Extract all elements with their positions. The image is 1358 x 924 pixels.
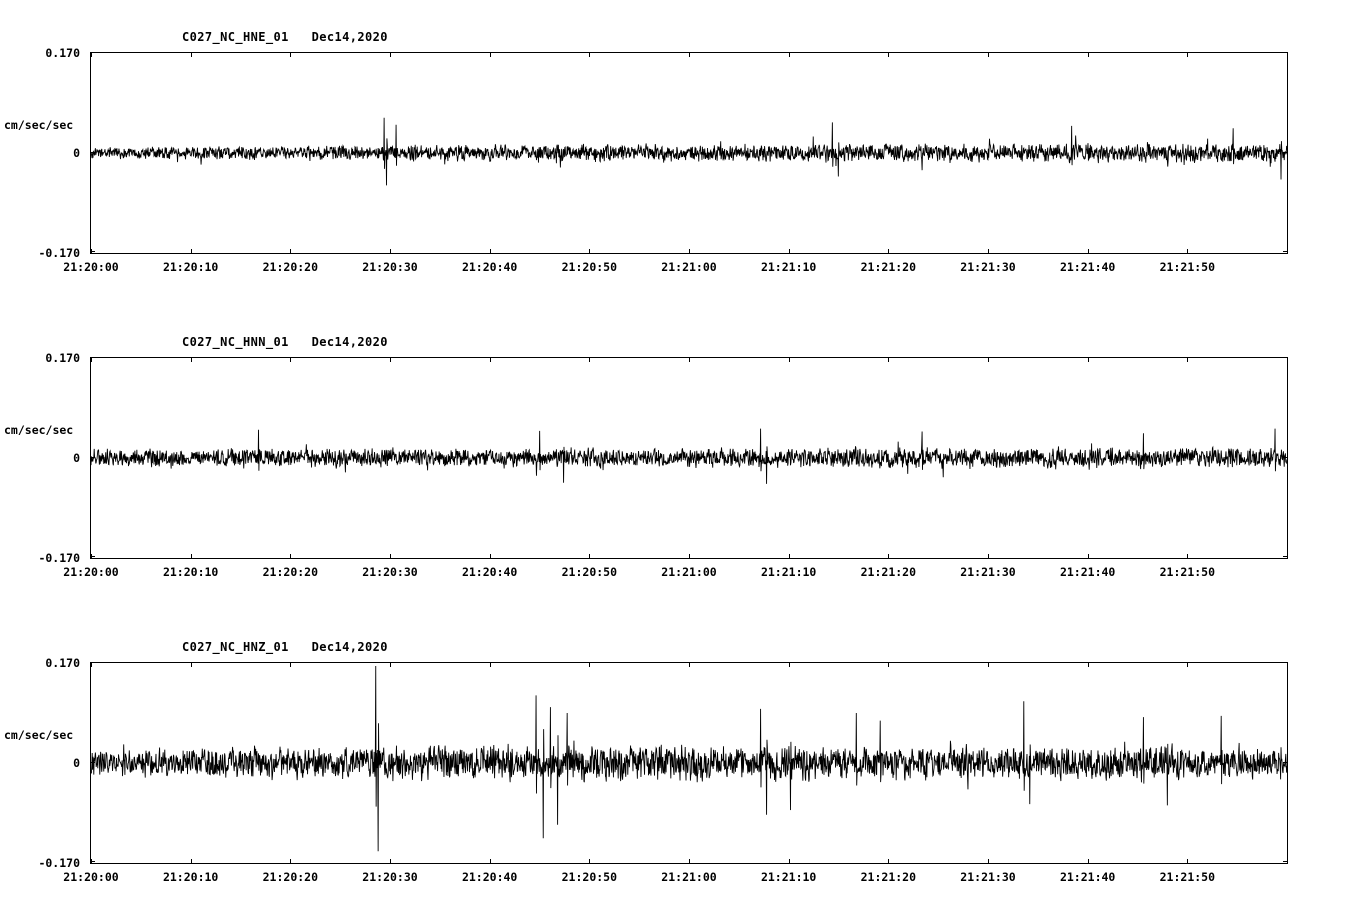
x-tick-label: 21:21:10 <box>760 565 817 579</box>
seismogram-panel <box>0 305 1358 605</box>
plot-area <box>90 52 1288 254</box>
x-tick-label: 21:21:10 <box>760 260 817 274</box>
x-tick-label: 21:20:00 <box>63 260 119 274</box>
y-axis-label: cm/sec/sec <box>4 728 74 742</box>
x-tick-label: 21:20:20 <box>262 870 319 884</box>
waveform-trace <box>91 663 1287 863</box>
y-tick-mid: 0 <box>73 451 80 465</box>
x-tick-label: 21:21:30 <box>960 565 1016 579</box>
x-tick-label: 21:21:20 <box>860 870 917 884</box>
x-tick-label: 21:21:50 <box>1159 870 1216 884</box>
x-tick-label: 21:21:50 <box>1159 260 1216 274</box>
x-tick-label: 21:20:50 <box>561 260 618 274</box>
y-tick-top: 0.170 <box>45 46 80 60</box>
x-tick-label: 21:21:40 <box>1059 565 1116 579</box>
y-axis-label: cm/sec/sec <box>4 118 74 132</box>
seismogram-panel <box>0 610 1358 910</box>
panel-title: C027_NC_HNN_01 Dec14,2020 <box>182 335 388 349</box>
x-tick-label: 21:20:40 <box>461 260 518 274</box>
x-tick-label: 21:20:20 <box>262 260 319 274</box>
panel-title: C027_NC_HNZ_01 Dec14,2020 <box>182 640 388 654</box>
x-tick-label: 21:21:20 <box>860 565 917 579</box>
panel-title: C027_NC_HNE_01 Dec14,2020 <box>182 30 388 44</box>
x-tick-label: 21:20:10 <box>162 260 219 274</box>
x-tick-label: 21:21:10 <box>760 870 817 884</box>
x-tick-label: 21:21:50 <box>1159 565 1216 579</box>
x-tick-label: 21:20:20 <box>262 565 319 579</box>
x-tick-label: 21:21:00 <box>661 260 717 274</box>
x-tick-label: 21:20:30 <box>362 260 418 274</box>
x-axis-tick-labels <box>0 870 1358 890</box>
x-axis-tick-labels <box>0 260 1358 280</box>
waveform-trace <box>91 53 1287 253</box>
y-axis-label: cm/sec/sec <box>4 423 74 437</box>
x-tick-label: 21:20:40 <box>461 870 518 884</box>
plot-area <box>90 357 1288 559</box>
x-tick-label: 21:20:40 <box>461 565 518 579</box>
y-tick-bottom: -0.170 <box>38 551 80 565</box>
x-tick-label: 21:21:20 <box>860 260 917 274</box>
x-axis-tick-labels <box>0 565 1358 585</box>
x-tick-label: 21:21:30 <box>960 870 1016 884</box>
x-tick-label: 21:21:00 <box>661 870 717 884</box>
plot-area <box>90 662 1288 864</box>
x-tick-label: 21:20:00 <box>63 565 119 579</box>
x-tick-label: 21:20:30 <box>362 870 418 884</box>
x-tick-label: 21:21:40 <box>1059 260 1116 274</box>
y-tick-top: 0.170 <box>45 656 80 670</box>
x-tick-label: 21:21:30 <box>960 260 1016 274</box>
waveform-trace <box>91 358 1287 558</box>
x-tick-label: 21:20:10 <box>162 565 219 579</box>
y-tick-mid: 0 <box>73 756 80 770</box>
x-tick-label: 21:20:50 <box>561 565 618 579</box>
x-tick-label: 21:20:00 <box>63 870 119 884</box>
y-tick-mid: 0 <box>73 146 80 160</box>
x-tick-label: 21:20:10 <box>162 870 219 884</box>
x-tick-label: 21:20:30 <box>362 565 418 579</box>
x-tick-label: 21:21:40 <box>1059 870 1116 884</box>
y-tick-bottom: -0.170 <box>38 246 80 260</box>
seismogram-panel <box>0 0 1358 300</box>
x-tick-label: 21:20:50 <box>561 870 618 884</box>
y-tick-top: 0.170 <box>45 351 80 365</box>
x-tick-label: 21:21:00 <box>661 565 717 579</box>
y-tick-bottom: -0.170 <box>38 856 80 870</box>
